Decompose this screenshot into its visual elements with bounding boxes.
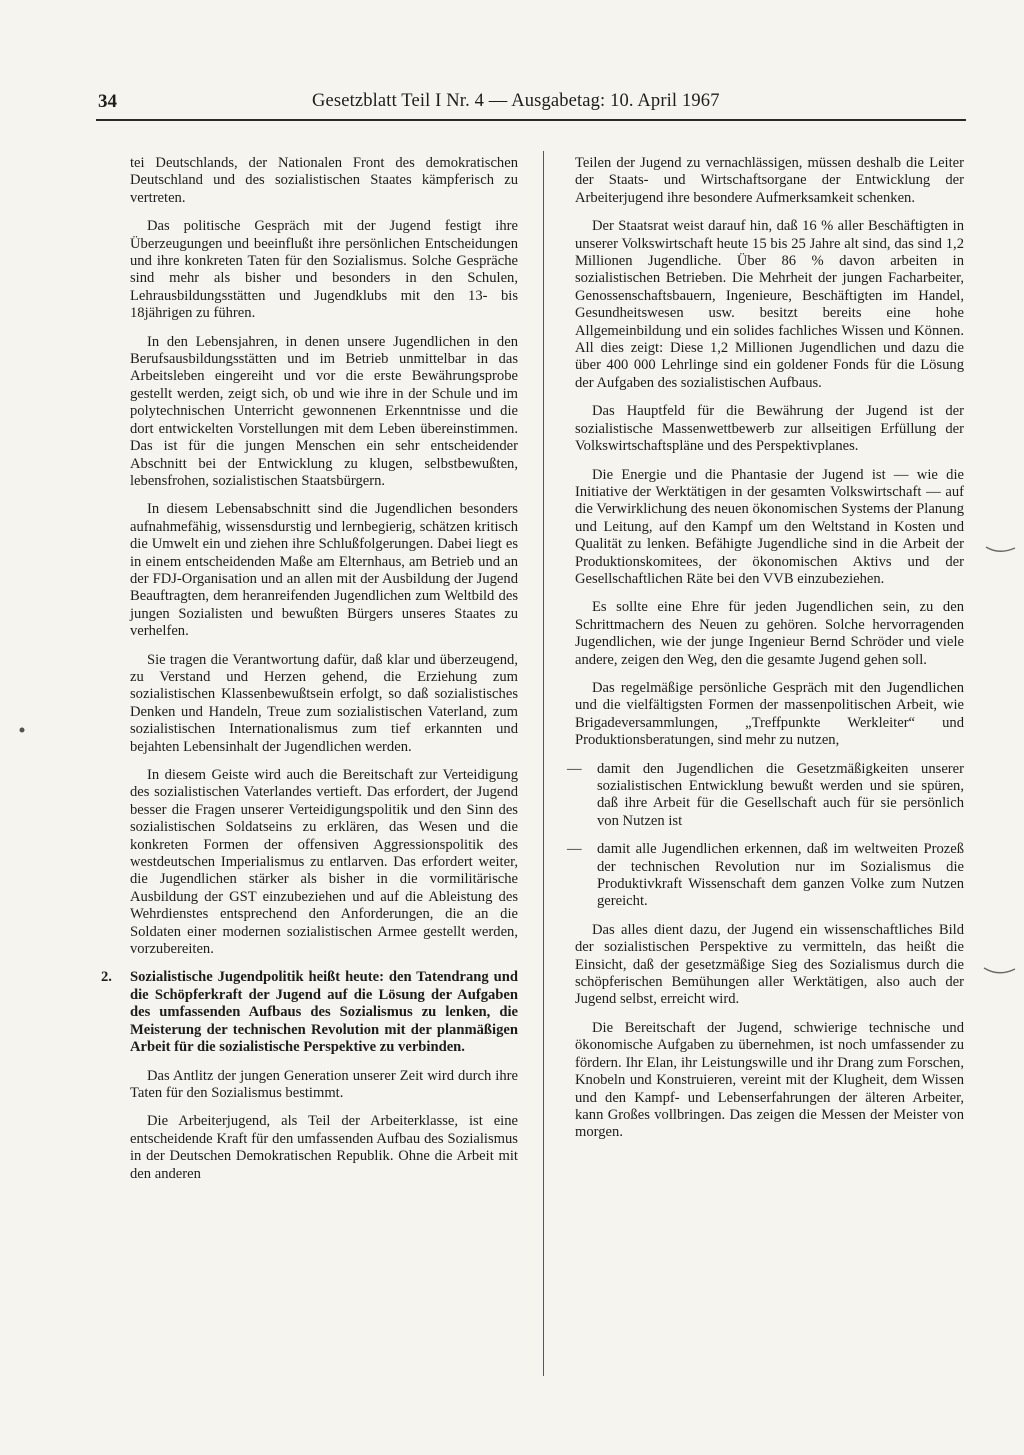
paragraph: Teilen der Jugend zu vernachlässigen, müssen deshalb die Leiter der Staats- und Wirtschaftsorgane der Entwicklung der Arbeiterjugend ihre besondere Aufmerksamkeit schenken. (575, 155, 964, 206)
paragraph: Die Arbeiterjugend, als Teil der Arbeiterklasse, ist eine entscheidende Kraft für den umfassenden Aufbau des Sozialismus in der Deutschen Demokratischen Republik. Ohne die Arbeit mit den anderen (130, 1113, 518, 1182)
running-title: Gesetzblatt Teil I Nr. 4 — Ausgabetag: 10. April 1967 (312, 91, 720, 111)
dash-list-item (567, 760, 964, 831)
margin-tick-path (986, 547, 1015, 551)
paragraph: Der Staatsrat weist darauf hin, daß 16 % aller Beschäftigten in unserer Volkswirtschaft heute 15 bis 25 Jahre alt sind, das sind 1,2 Millionen Jugendliche. Über 86 % davon arbeiten in sozialistischen Betrieben. Die Mehrheit der jungen Facharbeiter, Genossenschaftsbauern, Ingenieure, Beschäftigten im Handel, Gesundheitswesen usw. besitzt bereits eine hohe Allgemeinbildung und ein solides fachliches Wissen und Können. All dies zeigt: Diese 1,2 Millionen Jugendlichen und dazu die über 400 000 Lehrlinge sind ein goldener Fonds für die Lösung der Aufgaben des sozialistischen Aufbaus. (575, 218, 964, 391)
paragraph: Das Hauptfeld für die Bewährung der Jugend ist der sozialistische Massenwettbewerb zur allseitigen Erfüllung der Volkswirtschaftspläne und des Perspektivplanes. (575, 403, 964, 455)
list-item-text: damit den Jugendlichen die Gesetzmäßigkeiten unserer sozialistischen Entwicklung bewußt werden und sie spüren, daß ihre Arbeit für die Gesellschaft auch für sie persönlich von Nutzen ist (597, 760, 964, 829)
margin-dot (20, 728, 25, 733)
paragraph: Das alles dient dazu, der Jugend ein wissenschaftliches Bild der sozialistischen Perspektive zu vermitteln, das heißt die Einsicht, daß der gesetzmäßige Sieg des Sozialismus durch die schöpferischen Bemühungen aller Werktätigen, also auch der Jugend selbst, erreicht wird. (575, 921, 964, 1008)
list-item-text: damit alle Jugendlichen erkennen, daß im weltweiten Prozeß der technischen Revolution nur im Sozialismus die Produktivkraft Wissenschaft dem ganzen Volke zum Nutzen gereicht. (597, 841, 964, 910)
paragraph: tei Deutschlands, der Nationalen Front des demokratischen Deutschland und des sozialistischen Staates kämpferisch zu vertreten. (130, 155, 518, 206)
margin-tick-mark (985, 545, 1017, 555)
item-number: 2. (101, 969, 112, 986)
paragraph: In diesem Geiste wird auch die Bereitschaft zur Verteidigung des sozialistischen Vaterlandes vertieft. Das erfordert, der Jugend besser die Fragen unserer Verteidigungspolitik und den Sinn des sozialistischen Soldatseins zu erklären, das Wesen und die konkreten Formen der offensiven Aggressionspolitik des westdeutschen Imperialismus zu entlarven. Das erfordert weiter, die Jugendlichen stärker als bisher in die vormilitärische Ausbildung der GST einzubeziehen und auf die Ableistung des Wehrdienstes entsprechend den Anforderungen, die an die Soldaten einer modernen sozialistischen Armee gestellt werden, vorzubereiten. (130, 767, 518, 958)
header-rule (96, 119, 966, 121)
dash-marker: — (567, 841, 582, 858)
paragraph: Sie tragen die Verantwortung dafür, daß klar und überzeugend, zu Verstand und Herzen gehend, die Erziehung zum sozialistischen Klassenbewußtsein erfolgt, so daß sozialistisches Denken und Handeln, Treue zum sozialistischen Vaterland, zum sozialistischen Internationalismus zum tief erkannten und bejahten Lebensinhalt der Jugendlichen werden. (130, 651, 518, 755)
dash-marker: — (567, 760, 582, 777)
column-divider (543, 151, 544, 1376)
paragraph: Das politische Gespräch mit der Jugend festigt ihre Überzeugungen und beeinflußt ihre persönlichen Entscheidungen und ihre konkreten Taten für den Sozialismus. Solche Gespräche sind mehr als bisher und besonders in den Schulen, Lehrausbildungsstätten und Jugendklubs mit den 13- bis 18jährigen zu führen. (130, 218, 518, 322)
item-heading: Sozialistische Jugendpolitik heißt heute: den Tatendrang und die Schöpferkraft der Jugend auf die Lösung der Aufgaben des umfassenden Aufbaus des Sozialismus zu lenken, die Meisterung der technischen Revolution mit der planmäßigen Arbeit für die sozialistische Perspektive zu verbinden. (130, 969, 518, 1056)
dash-list-item (567, 841, 964, 911)
paragraph: Das Antlitz der jungen Generation unserer Zeit wird durch ihre Taten für den Sozialismus bestimmt. (130, 1067, 518, 1101)
page-header (96, 91, 966, 119)
paragraph: In diesem Lebensabschnitt sind die Jugendlichen besonders aufnahmefähig, wissensdurstig und lernbegierig, schätzen kritisch die Umwelt ein und ziehen ihre Schlußfolgerungen. Dabei liegt es in einem entscheidenden Maße am Elternhaus, am Betrieb und an der FDJ-Organisation und an allen mit der Ausbildung der Jugend Beauftragten, dem heranreifenden Jugendlichen zum Weltbild des jungen Sozialisten und bewußten Bürgers unseres Staates zu verhelfen. (130, 501, 518, 640)
page-number: 34 (98, 91, 117, 112)
paragraph: Das regelmäßige persönliche Gespräch mit den Jugendlichen und die vielfältigsten Formen der massenpolitischen Arbeit, wie Brigadeversammlungen, „Treffpunkte Werkleiter“ und Produktionsberatungen, sind mehr zu nutzen, (575, 679, 964, 749)
paragraph: Die Energie und die Phantasie der Jugend ist — wie die Initiative der Werktätigen in der gesamten Volkswirtschaft — auf die Verwirklichung des neuen ökonomischen Systems der Planung und Leitung, auf den Kampf um den Weltstand in Kosten und Qualität zu lenken. Befähigte Jugendliche sind in die Arbeit der Produktionskomitees, der ökonomischen Aktivs und der Gesellschaftlichen Räte bei den VVB einzubeziehen. (575, 466, 964, 587)
right-column (567, 155, 964, 1153)
margin-tick-path (984, 968, 1015, 973)
paragraph: Es sollte eine Ehre für jeden Jugendlichen sein, zu den Schrittmachern des Neuen zu gehören. Solche hervorragenden Jugendlichen, wie der junge Ingenieur Bernd Schröder und viele andere, zeigen den Weg, den die gesamte Jugend gehen soll. (575, 599, 964, 668)
margin-tick-mark (983, 965, 1017, 977)
paragraph: In den Lebensjahren, in denen unsere Jugendlichen in den Berufsausbildungsstätten und im Betrieb unmittelbar in das Arbeitsleben eingereiht und vor die erste Bewährungsprobe gestellt werden, zeigt sich, ob und wie ihre in der Schule und im polytechnischen Unterricht gewonnenen Erkenntnisse und die dort entwickelten Vorstellungen mit dem Leben übereinstimmen. Das ist für die jungen Menschen ein sehr entscheidender Abschnitt bei der Entwicklung zu klugen, selbstbewußten, lebensfrohen, sozialistischen Staatsbürgern. (130, 333, 518, 489)
left-column (101, 155, 518, 1194)
numbered-item (101, 969, 518, 1056)
paragraph: Die Bereitschaft der Jugend, schwierige technische und ökonomische Aufgaben zu übernehmen, ist noch umfassender zu fördern. Ihr Elan, ihr Leistungswille und ihr Drang zum Forschen, Knobeln und Konstruieren, vereint mit der Klugheit, dem Wissen und den Kampf- und Lebenserfahrungen der älteren Arbeiter, kann Großes vollbringen. Das zeigen die Messen der Meister von morgen. (575, 1019, 964, 1141)
margin-dot-mark (18, 726, 26, 734)
